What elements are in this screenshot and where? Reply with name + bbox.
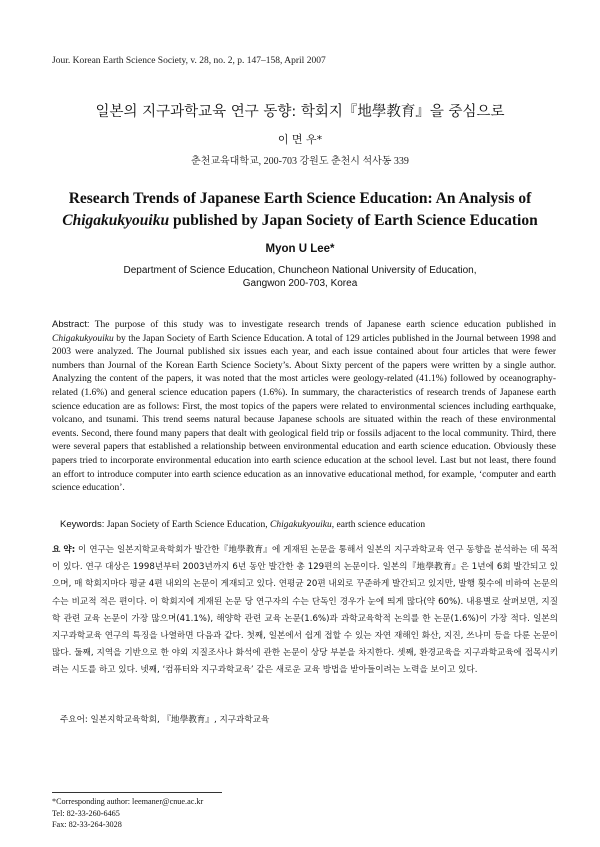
footnote-fax: Fax: 82-33-264-3028: [52, 820, 122, 829]
keywords-text-1: Japan Society of Earth Science Education,: [104, 520, 271, 530]
english-title-part1: Research Trends of Japanese Earth Science Education: An Analysis of: [68, 190, 532, 207]
korean-title: 일본의 지구과학교육 연구 동향: 학회지『地學教育』을 중심으로: [95, 104, 505, 120]
keywords: [60, 519, 560, 530]
korean-affiliation: 춘천교육대학교, 200-703 강원도 춘천시 석사동 339: [191, 156, 409, 167]
footnote-divider: [52, 792, 222, 793]
abstract-italic: Chigakukyouiku: [52, 333, 114, 344]
footnote-tel: Tel: 82-33-260-6465: [52, 808, 120, 818]
english-title-italic: Chigakukyouiku: [62, 212, 170, 229]
korean-abstract-label: 요 약:: [52, 545, 76, 555]
english-title-part2: published by Japan Society of Earth Science Education: [169, 212, 538, 229]
abstract-text-2: by the Japan Society of Earth Science Education. A total of 129 articles published in the Journal between 1998 and 2003 were analyzed. The Journal published six issues each year, and each issue contained about four articles that were fewer numbers than Journal of the Korean Earth Science Society’s. About Sixty percent of the papers were written by a single author. Analyzing the content of the papers, it was noted that the most articles were geology-related (41.1%) followed by oceanography-related (1.6%) and general science education papers (1.6%). In summary, the characteristics of research trends of Japanese earth science education are as follows: First, the most topics of the papers were related to environmental sciences including earthquake, volcano, and tsunami. This trend seems natural because Japanese schools are situated within the reach of these environmental events. Second, there found many papers that dealt with geological field trip or fossils adjacent to the local community. Third, there were several papers that established a relationship between environmental education and earth science education. Obviously these papers tried to incorporate environmental education into earth science education at the school level. Last but not least, there found an effort to introduce computer into earth science education as an innovative educational method, for example, ‘computer and earth science education’.: [52, 333, 556, 494]
keywords-italic: Chigakukyouiku,: [270, 520, 335, 530]
korean-abstract-text: 이 연구는 일본지학교육학회가 발간한『地學教育』에 게재된 논문을 통해서 일본의 지구과학교육 연구 동향을 분석하는 데 목적이 있다. 연구 대상은 1998년부터 2003년까지 6년 동안 발간한 총 129편의 논문이다. 일본의『地學教育』은 1년에 6회 발간되고 있으며, 매 학회지마다 평균 4편 내외의 논문이 게재되고 있다. 연평균 20편 내외로 꾸준하게 발간되고 있지만, 발행 횟수에 비하여 논문의 수는 비교적 적은 편이다. 이 학회지에 게재된 논문 당 연구자의 수는 단독인 경우가 눈에 띄게 많다(약 60%). 내용별로 살펴보면, 지질학 관련 교육 논문이 가장 많으며(41.1%), 해양학 관련 교육 논문(1.6%)과 과학교육학적 논의를 한 논문(1.6%)이 가장 적다. 일본의 지구과학교육 연구의 특징을 나열하면 다음과 같다. 첫째, 일본에서 쉽게 접할 수 있는 자연 재해인 화산, 지진, 쓰나미 등을 다룬 논문이 많다. 둘째, 지역을 기반으로 한 야외 지질조사나 화석에 관한 논문이 상당 부분을 차지한다. 셋째, 환경교육을 지구과학교육에 접목시키려는 시도를 하고 있다. 넷째, ‘컴퓨터와 지구과학교육’ 같은 새로운 교육 방법을 받아들이려는 노력을 보이고 있다.: [52, 545, 558, 676]
journal-citation: Jour. Korean Earth Science Society, v. 28, no. 2, p. 147–158, April 2007: [52, 56, 326, 66]
korean-keywords-text: 일본지학교육학회, 『地學教育』, 지구과학교육: [87, 715, 270, 725]
korean-keywords-label: 주요어:: [60, 715, 88, 725]
keywords-label: Keywords:: [60, 519, 105, 530]
footnote: [52, 796, 203, 831]
abstract: [52, 318, 556, 496]
korean-keywords: [60, 713, 560, 725]
english-author: Myon U Lee*: [265, 243, 335, 255]
english-title: [40, 188, 560, 232]
abstract-text-1: The purpose of this study was to investigate research trends of Japanese earth science education published in: [89, 320, 556, 330]
abstract-label: Abstract:: [52, 319, 90, 330]
keywords-text-2: earth science education: [334, 520, 426, 530]
english-affiliation: Department of Science Education, Chuncheon National University of Education, Gangwon 200-703, Korea: [123, 265, 477, 289]
footnote-email: *Corresponding author: leemaner@cnue.ac.kr: [52, 797, 204, 806]
korean-abstract: [52, 542, 558, 680]
korean-author: 이 면 우*: [277, 133, 323, 146]
